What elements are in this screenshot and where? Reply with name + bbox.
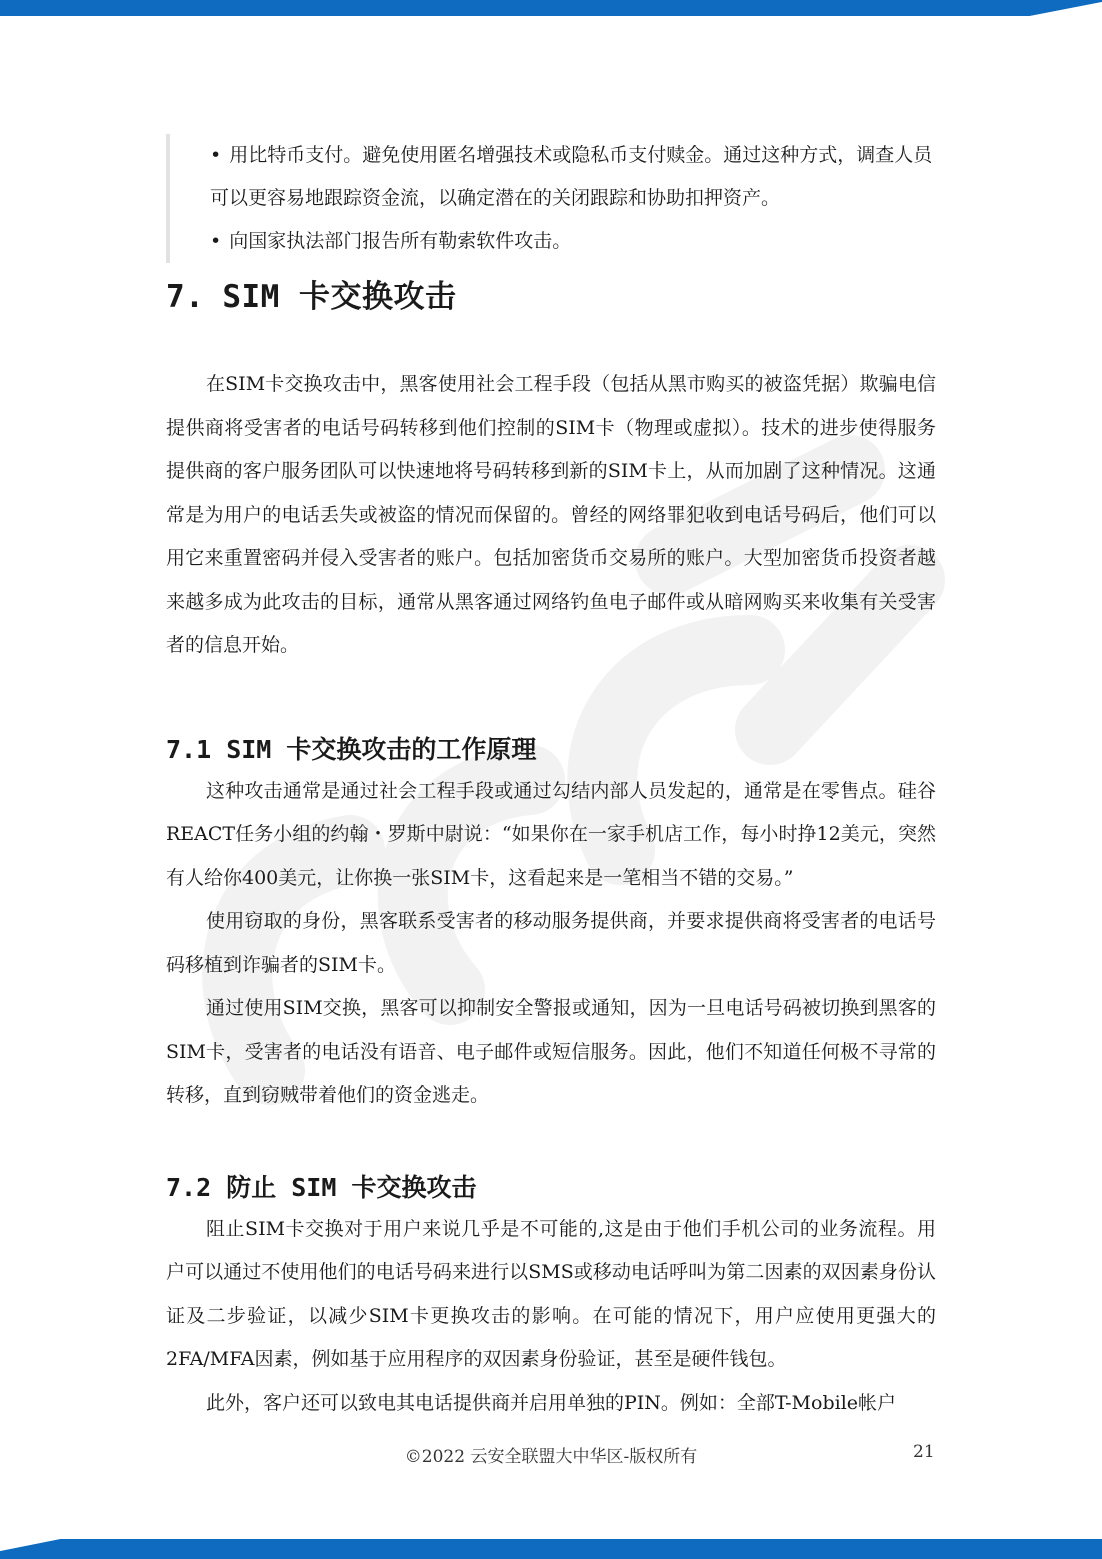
- list-item: [210, 134, 936, 220]
- footer-copyright: ©2022 云安全联盟大中华区-版权所有: [404, 1447, 698, 1467]
- section-heading-7-1: 7.1 SIM 卡交换攻击的工作原理: [166, 734, 537, 764]
- bullet-list: [166, 134, 936, 263]
- bullet-icon: •: [210, 230, 222, 252]
- top-header-band: [0, 0, 1102, 16]
- bullet-icon: •: [210, 144, 222, 166]
- page-number: 21: [913, 1442, 935, 1462]
- paragraph: 使用窃取的身份，黑客联系受害者的移动服务提供商，并要求提供商将受害者的电话号码移植到诈骗者的SIM卡。: [166, 910, 936, 976]
- list-item: [210, 220, 936, 263]
- bullet-text: 向国家执法部门报告所有勒索软件攻击。: [229, 230, 572, 252]
- section-heading-7: [166, 275, 936, 319]
- section-title: SIM 卡交换攻击: [222, 279, 457, 315]
- paragraph: 此外，客户还可以致电其电话提供商并启用单独的PIN。例如：全部T-Mobile帐户: [206, 1391, 897, 1414]
- section-heading-7-2: 7.2 防止 SIM 卡交换攻击: [166, 1172, 477, 1202]
- bullet-text: 用比特币支付。避免使用匿名增强技术或隐私币支付赎金。通过这种方式，调查人员可以更容易地跟踪资金流，以确定潜在的关闭跟踪和协助扣押资产。: [210, 144, 933, 209]
- section-number: 7.: [166, 279, 205, 315]
- paragraph: 阻止SIM卡交换对于用户来说几乎是不可能的,这是由于他们手机公司的业务流程。用户可以通过不使用他们的电话号码来进行以SMS或移动电话呼叫为第二因素的双因素身份认证及二步验证，以减少SIM卡更换攻击的影响。在可能的情况下，用户应使用更强大的2FA/MFA因素，例如基于应用程序的双因素身份验证，甚至是硬件钱包。: [166, 1217, 936, 1370]
- section-intro-paragraph: 在SIM卡交换攻击中，黑客使用社会工程手段（包括从黑市购买的被盗凭据）欺骗电信提供商将受害者的电话号码转移到他们控制的SIM卡（物理或虚拟）。技术的进步使得服务提供商的客户服务团队可以快速地将号码转移到新的SIM卡上，从而加剧了这种情况。这通常是为用户的电话丢失或被盗的情况而保留的。曾经的网络罪犯收到电话号码后，他们可以用它来重置密码并侵入受害者的账户。包括加密货币交易所的账户。大型加密货币投资者越来越多成为此攻击的目标，通常从黑客通过网络钓鱼电子邮件或从暗网购买来收集有关受害者的信息开始。: [166, 373, 936, 656]
- page-content: [166, 134, 936, 1425]
- bottom-footer-band: [0, 1539, 1102, 1559]
- paragraph: 通过使用SIM交换，黑客可以抑制安全警报或通知，因为一旦电话号码被切换到黑客的SIM卡，受害者的电话没有语音、电子邮件或短信服务。因此，他们不知道任何极不寻常的转移，直到窃贼带着他们的资金逃走。: [166, 997, 936, 1106]
- paragraph: 这种攻击通常是通过社会工程手段或通过勾结内部人员发起的，通常是在零售点。硅谷REACT任务小组的约翰・罗斯中尉说：“如果你在一家手机店工作，每小时挣12美元，突然有人给你400美元，让你换一张SIM卡，这看起来是一笔相当不错的交易。”: [166, 779, 936, 889]
